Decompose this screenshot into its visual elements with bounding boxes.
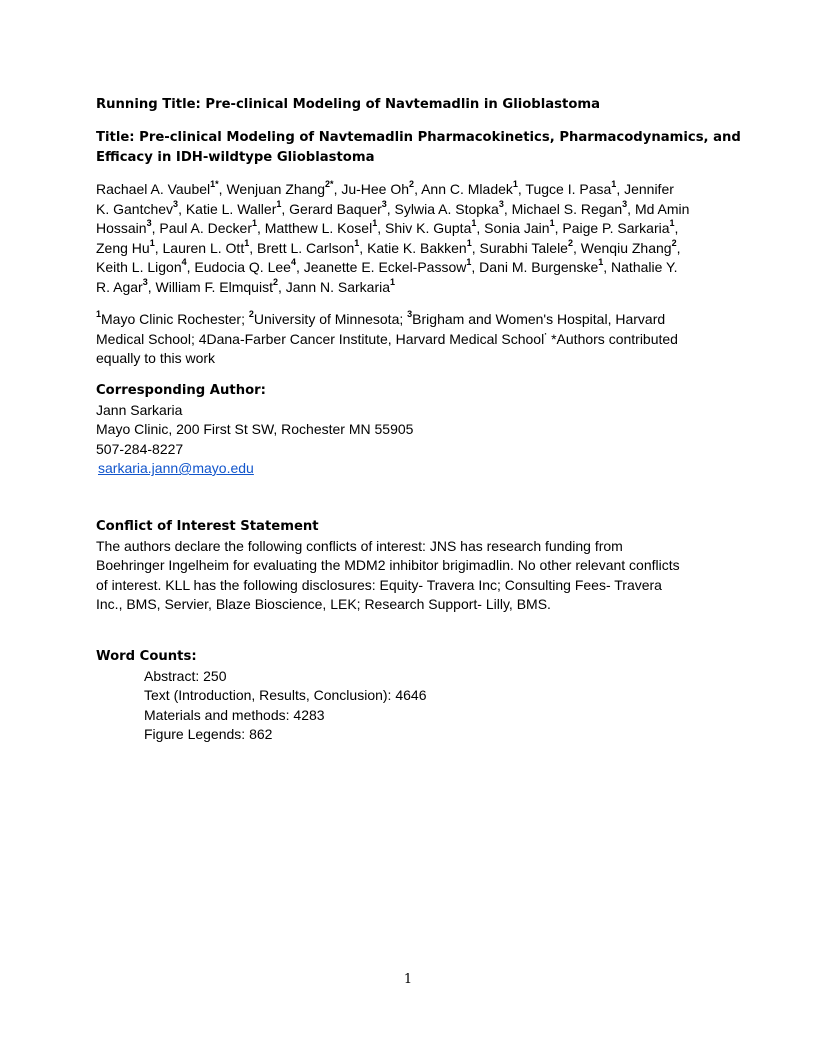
corresponding-address: Mayo Clinic, 200 First St SW, Rochester MN 55905 <box>96 421 414 437</box>
author-line: Rachael A. Vaubel$^{1*}$, Wenjuan Zhang$^{2*}$, Ju-Hee Oh$^2$, Ann C. Mladek$^1$, Tugce I. Pasa$^1$, Jennifer <box>96 179 674 197</box>
running-title: Running Title: Pre-clinical Modeling of Navtemadlin in Glioblastoma <box>96 97 601 112</box>
corresponding-phone: 507-284-8227 <box>96 440 184 457</box>
word-count-item: Abstract: 250 <box>144 667 227 684</box>
affiliation-line: equally to this work <box>96 350 216 366</box>
conflict-line: Boehringer Ingelheim for evaluating the MDM2 inhibitor brigimadlin. No other relevant conflicts <box>96 557 680 573</box>
corresponding-heading: Corresponding Author: <box>96 383 266 398</box>
title-line-1: Title: Pre-clinical Modeling of Navtemadlin Pharmacokinetics, Pharmacodynamics, and <box>96 130 741 145</box>
affiliation-line: $^1$Mayo Clinic Rochester; $^2$University of Minnesota; $^3$Brigham and Women's Hospital, Harvard <box>96 309 666 327</box>
author-line: Keith L. Ligon$^4$, Eudocia Q. Lee$^4$, Jeanette E. Eckel-Passow$^1$, Dani M. Burgenske$^1$, Nathalie Y. <box>96 257 678 275</box>
conflict-line: The authors declare the following conflicts of interest: JNS has research funding from <box>96 537 623 554</box>
conflict-statement <box>96 517 680 615</box>
word-count-item: Figure Legends: 862 <box>144 726 273 742</box>
conflict-heading: Conflict of Interest Statement <box>96 519 319 534</box>
affiliations <box>96 310 678 369</box>
corresponding-author <box>96 381 413 479</box>
word-count-item: Text (Introduction, Results, Conclusion): 4646 <box>144 687 427 703</box>
title-line-2: Efficacy in IDH-wildtype Glioblastoma <box>96 149 375 165</box>
word-counts <box>96 647 426 745</box>
word-counts-heading: Word Counts: <box>96 649 197 664</box>
conflict-line: Inc., BMS, Servier, Blaze Bioscience, LEK; Research Support- Lilly, BMS. <box>96 596 551 612</box>
affiliation-line: Medical School; 4Dana-Farber Cancer Institute, Harvard Medical School· *Authors contributed <box>96 328 678 347</box>
corresponding-name: Jann Sarkaria <box>96 401 183 418</box>
page-number: 1 <box>403 972 413 987</box>
author-line: Zeng Hu$^1$, Lauren L. Ott$^1$, Brett L. Carlson$^1$, Katie K. Bakken$^1$, Surabhi Talele$^2$, Wenqiu Zhang$^2$, <box>96 237 681 256</box>
author-line: Hossain$^3$, Paul A. Decker$^1$, Matthew L. Kosel$^1$, Shiv K. Gupta$^1$, Sonia Jain$^1$, Paige P. Sarkaria$^1$, <box>96 218 679 236</box>
author-line: K. Gantchev$^3$, Katie L. Waller$^1$, Gerard Baquer$^3$, Sylwia A. Stopka$^3$, Michael S. Regan$^3$, Md Amin <box>96 198 690 217</box>
email-link[interactable]: sarkaria.jann@mayo.edu <box>98 460 254 476</box>
author-list <box>96 180 689 297</box>
author-line: R. Agar$^3$, William F. Elmquist$^2$, Jann N. Sarkaria$^1$ <box>96 276 396 295</box>
conflict-line: of interest. KLL has the following disclosures: Equity- Travera Inc; Consulting Fees- Travera <box>96 576 662 593</box>
word-count-item: Materials and methods: 4283 <box>144 706 325 723</box>
